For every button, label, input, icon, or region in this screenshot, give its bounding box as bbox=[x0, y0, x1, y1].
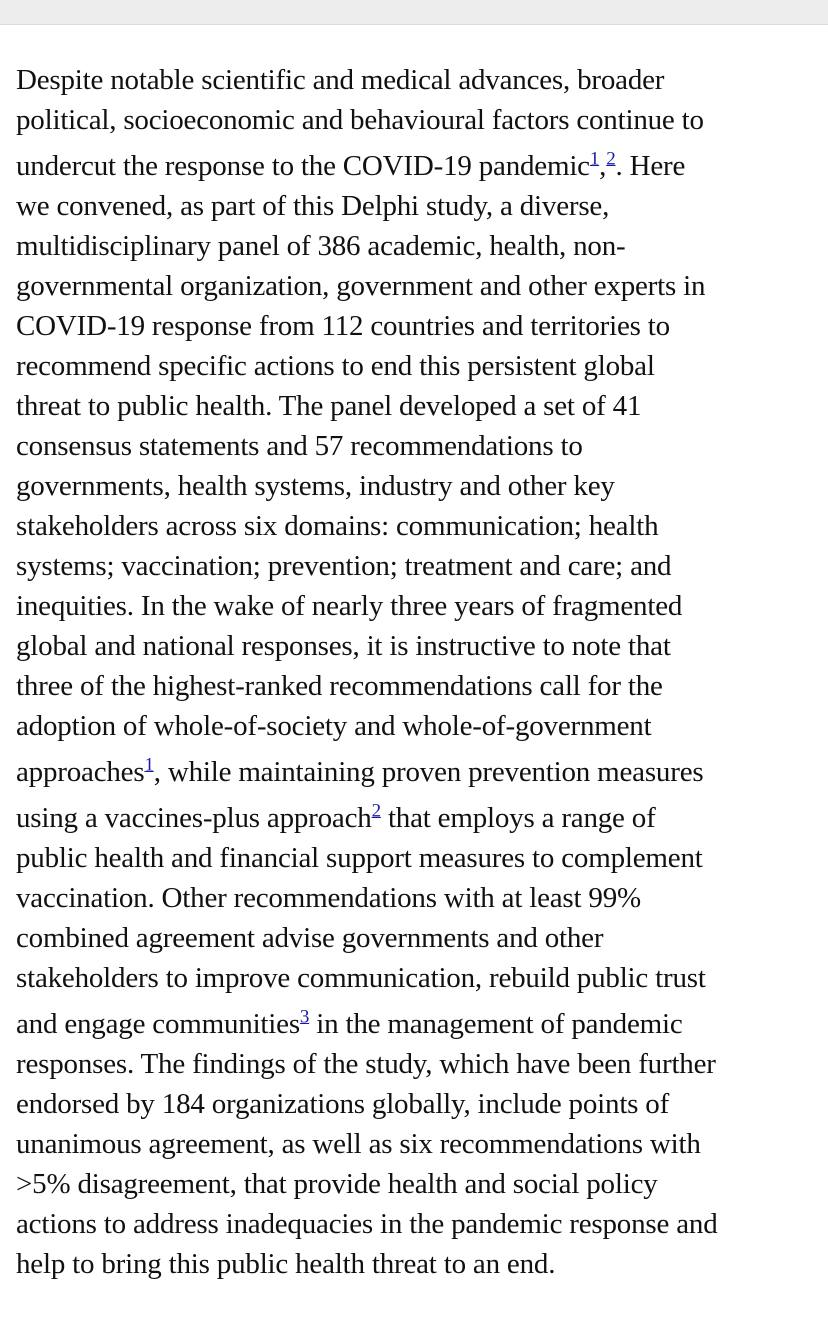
text-segment: inequities. In the wake of nearly three years of fragmented bbox=[16, 590, 683, 622]
text-segment: consensus statements and 57 recommendations to bbox=[16, 430, 583, 462]
text-line bbox=[16, 918, 816, 958]
text-line bbox=[16, 346, 816, 386]
text-segment: and engage communities bbox=[16, 1008, 300, 1040]
citation-link[interactable]: 1 bbox=[144, 754, 154, 776]
text-segment: we convened, as part of this Delphi study, a diverse, bbox=[16, 190, 610, 222]
text-segment: stakeholders to improve communication, rebuild public trust bbox=[16, 962, 706, 994]
citation-link[interactable]: 2 bbox=[606, 148, 616, 170]
text-segment: recommend specific actions to end this persistent global bbox=[16, 350, 655, 382]
text-line bbox=[16, 466, 816, 506]
text-segment: Despite notable scientific and medical advances, broader bbox=[16, 64, 665, 96]
text-segment: threat to public health. The panel developed a set of 41 bbox=[16, 390, 642, 422]
text-segment: , bbox=[599, 150, 607, 182]
text-line bbox=[16, 306, 816, 346]
text-line bbox=[16, 1084, 816, 1124]
text-segment: unanimous agreement, as well as six recommendations with bbox=[16, 1128, 701, 1160]
text-segment: adoption of whole-of-society and whole-of-government bbox=[16, 710, 652, 742]
text-line bbox=[16, 546, 816, 586]
text-segment: . Here bbox=[615, 150, 686, 182]
text-segment: COVID-19 response from 112 countries and territories to bbox=[16, 310, 670, 342]
text-line bbox=[16, 386, 816, 426]
text-segment: combined agreement advise governments and other bbox=[16, 922, 604, 954]
text-segment: systems; vaccination; prevention; treatment and care; and bbox=[16, 550, 672, 582]
text-line bbox=[16, 506, 816, 546]
text-line bbox=[16, 226, 816, 266]
text-line bbox=[16, 626, 816, 666]
text-line bbox=[16, 998, 816, 1044]
text-line bbox=[16, 60, 816, 100]
text-line bbox=[16, 706, 816, 746]
text-line bbox=[16, 746, 816, 792]
text-line bbox=[16, 426, 816, 466]
citation-link[interactable]: 2 bbox=[371, 800, 381, 822]
browser-top-bar bbox=[0, 0, 828, 25]
text-line bbox=[16, 1244, 816, 1284]
text-segment: stakeholders across six domains: communication; health bbox=[16, 510, 659, 542]
text-segment: responses. The findings of the study, which have been further bbox=[16, 1048, 716, 1080]
text-segment: global and national responses, it is instructive to note that bbox=[16, 630, 671, 662]
text-line bbox=[16, 878, 816, 918]
text-segment: , while maintaining proven prevention measures bbox=[153, 756, 704, 788]
text-segment: approaches bbox=[16, 756, 145, 788]
text-segment: three of the highest-ranked recommendations call for the bbox=[16, 670, 663, 702]
text-line bbox=[16, 958, 816, 998]
text-line bbox=[16, 838, 816, 878]
text-line bbox=[16, 1124, 816, 1164]
text-line bbox=[16, 140, 816, 186]
text-line bbox=[16, 100, 816, 140]
text-segment: governmental organization, government and other experts in bbox=[16, 270, 706, 302]
text-line bbox=[16, 792, 816, 838]
text-segment: multidisciplinary panel of 386 academic, health, non- bbox=[16, 230, 626, 262]
citation-link[interactable]: 3 bbox=[299, 1006, 310, 1028]
text-line bbox=[16, 1164, 816, 1204]
text-segment: using a vaccines-plus approach bbox=[16, 802, 372, 834]
text-segment: actions to address inadequacies in the pandemic response and bbox=[16, 1208, 718, 1240]
text-segment: help to bring this public health threat to an end. bbox=[16, 1248, 556, 1280]
text-segment: public health and financial support measures to complement bbox=[16, 842, 703, 874]
text-segment: political, socioeconomic and behavioural factors continue to bbox=[16, 104, 704, 136]
text-line bbox=[16, 666, 816, 706]
abstract-paragraph bbox=[16, 60, 816, 1284]
text-segment: endorsed by 184 organizations globally, include points of bbox=[16, 1088, 670, 1120]
citation-link[interactable]: 1 bbox=[589, 148, 600, 170]
text-segment: governments, health systems, industry and other key bbox=[16, 470, 615, 502]
text-line bbox=[16, 1044, 816, 1084]
text-line bbox=[16, 586, 816, 626]
text-segment: vaccination. Other recommendations with at least 99% bbox=[16, 882, 641, 914]
text-segment: in the management of pandemic bbox=[309, 1008, 683, 1040]
text-line bbox=[16, 266, 816, 306]
text-line bbox=[16, 1204, 816, 1244]
text-line bbox=[16, 186, 816, 226]
text-segment: >5% disagreement, that provide health and social policy bbox=[16, 1168, 658, 1200]
text-segment: that employs a range of bbox=[380, 802, 656, 834]
text-segment: undercut the response to the COVID-19 pandemic bbox=[16, 150, 590, 182]
